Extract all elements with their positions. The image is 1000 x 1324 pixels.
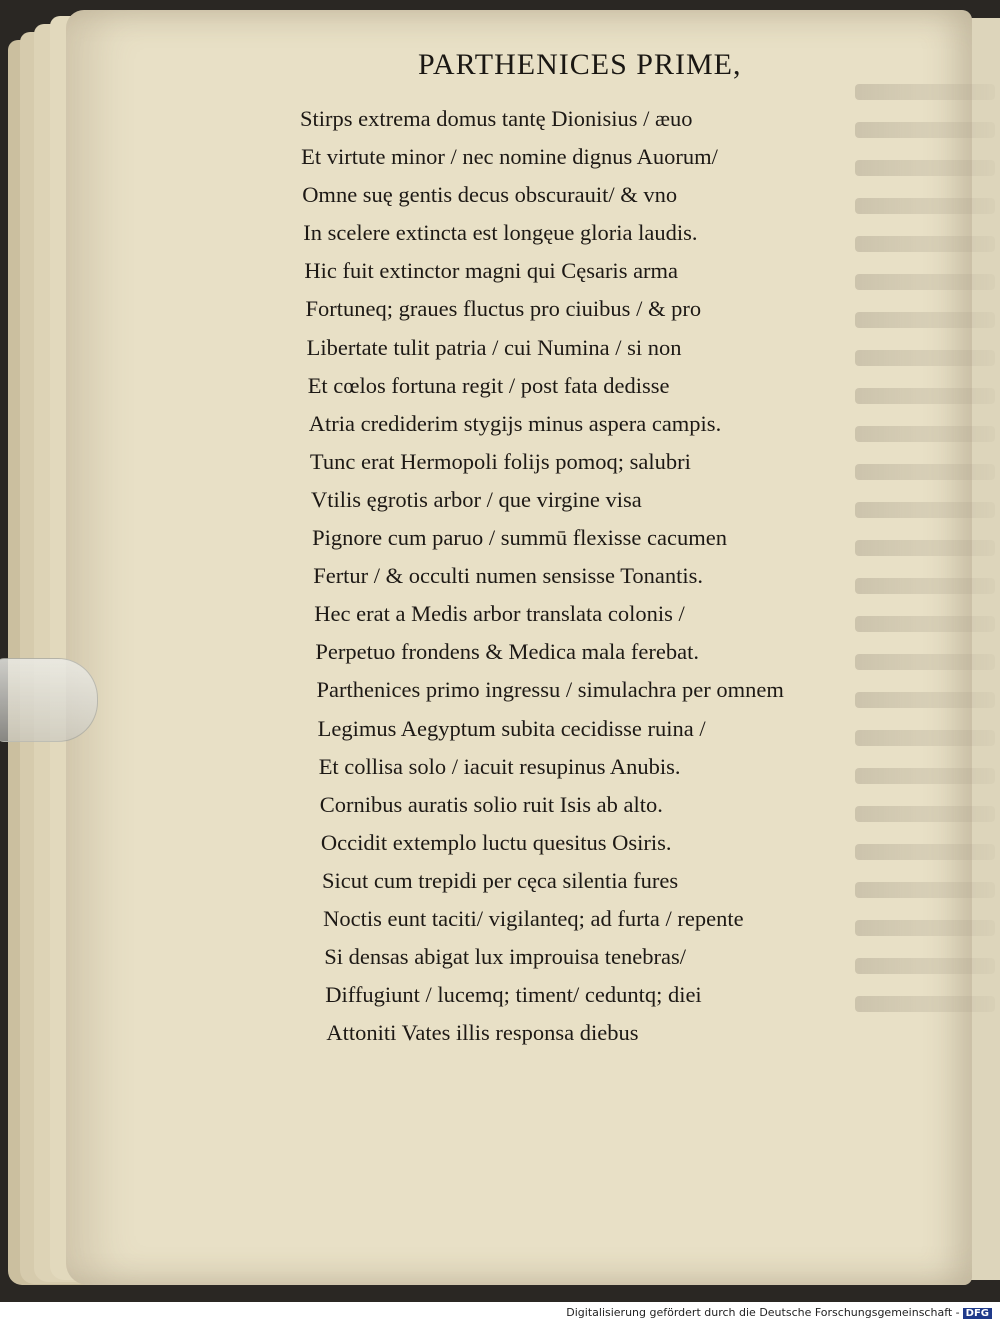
verse-line: Si densas abigat lux improuisa tenebras/ [324, 944, 686, 970]
verse-line: Pignore cum paruo / summū flexisse cacumen [312, 525, 727, 551]
verse-line: Omne suę gentis decus obscurauit/ & vno [302, 182, 678, 208]
verse-line: Et cœlos fortuna regit / post fata dedisse [307, 372, 670, 398]
verse-line: Tunc erat Hermopoli folijs pomoq; salubri [309, 448, 691, 474]
verse-line: Diffugiunt / lucemq; timent/ ceduntq; diei [325, 982, 702, 1008]
verse-line: Sicut cum trepidi per cęca silentia fures [322, 867, 679, 893]
verse-line: Et virtute minor / nec nomine dignus Auorum/ [301, 144, 718, 170]
page-clip [0, 658, 98, 742]
verse-line: Attoniti Vates illis responsa diebus [326, 1020, 639, 1046]
bleed-through-line [855, 84, 995, 100]
verse-line: Stirps extrema domus tantę Dionisius / æuo [300, 106, 693, 131]
verse-line: Perpetuo frondens & Medica mala ferebat. [315, 639, 699, 665]
verse-block [300, 100, 900, 1052]
dfg-logo: DFG [963, 1308, 992, 1319]
credit-text: Digitalisierung gefördert durch die Deutsche Forschungsgemeinschaft - [566, 1306, 960, 1319]
verse-line: Hic fuit extinctor magni qui Cęsaris arma [304, 258, 679, 284]
verse-line: Legimus Aegyptum subita cecidisse ruina / [317, 715, 706, 741]
verse-line: Libertate tulit patria / cui Numina / si non [306, 334, 682, 360]
verse-line: Fortuneq; graues fluctus pro ciuibus / & pro [305, 296, 702, 322]
digitization-credit [566, 1306, 992, 1319]
verse-line: Vtilis ęgrotis arbor / que virgine visa [311, 486, 642, 512]
verse-line: Et collisa solo / iacuit resupinus Anubis. [318, 753, 681, 779]
verse-line: Cornibus auratis solio ruit Isis ab alto. [319, 791, 663, 817]
verse-line: In scelere extincta est longęue gloria laudis. [303, 220, 698, 246]
running-head: PARTHENICES PRIME, [418, 48, 742, 81]
verse-line: Occidit extemplo luctu quesitus Osiris. [320, 829, 672, 855]
verse-line: Atria crediderim stygijs minus aspera campis. [308, 410, 722, 436]
verse-line: Noctis eunt taciti/ vigilanteq; ad furta / repente [323, 905, 744, 931]
verse-line: Fertur / & occulti numen sensisse Tonantis. [313, 563, 704, 589]
verse-line: Hec erat a Medis arbor translata colonis / [314, 601, 685, 627]
verse-line: Parthenices primo ingressu / simulachra per omnem [316, 677, 784, 703]
